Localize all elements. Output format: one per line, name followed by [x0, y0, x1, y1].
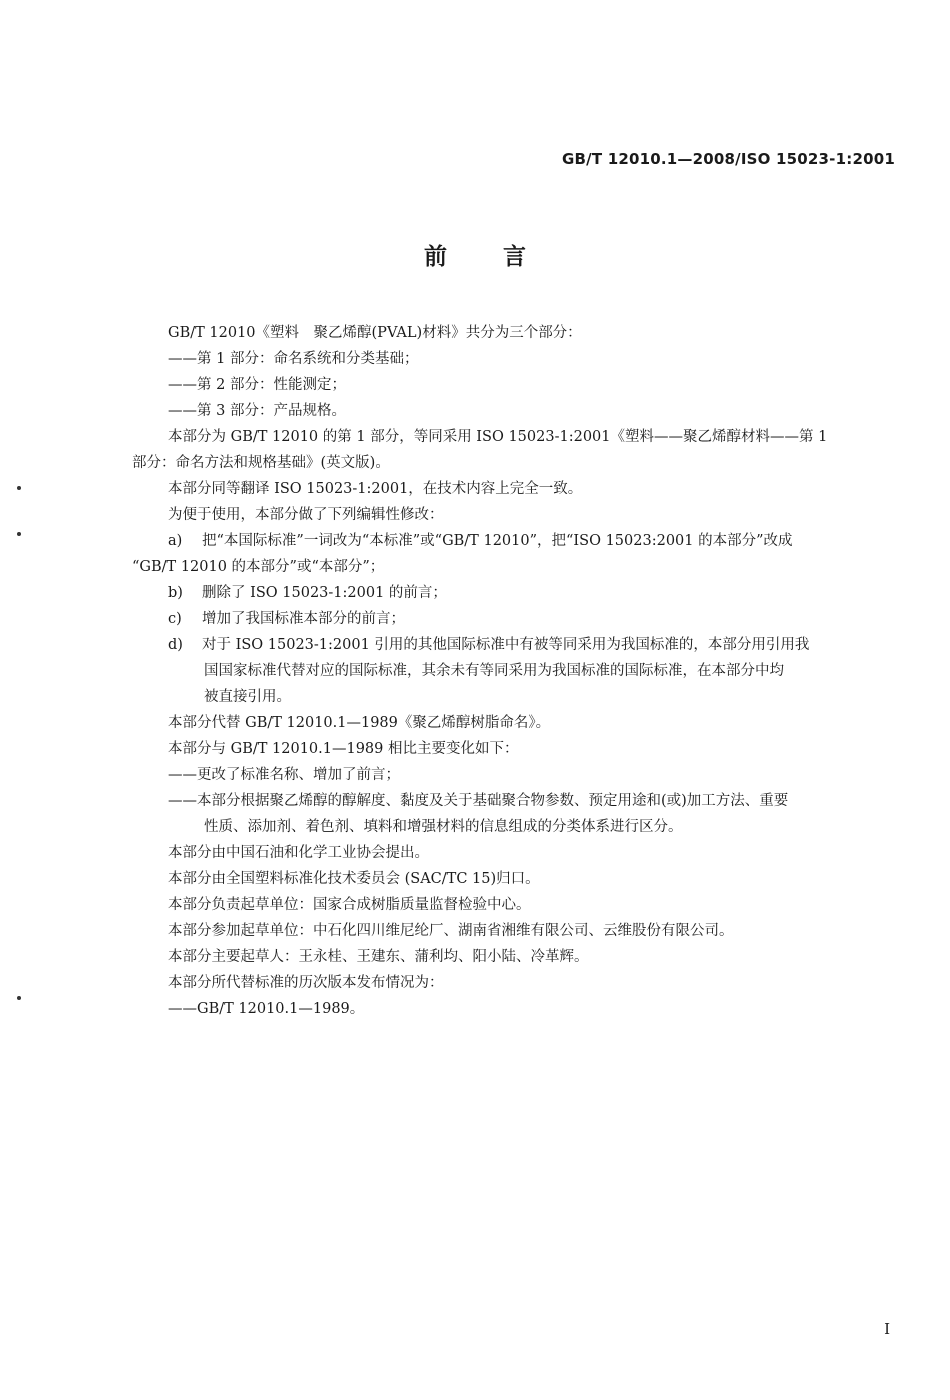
edit-item-d-line2: 国国家标准代替对应的国际标准，其余未有等同采用为我国标准的国际标准，在本部分中均 — [204, 663, 784, 679]
change-item-2-line2: 性质、添加剂、着色剂、填料和增强材料的信息组成的分类体系进行区分。 — [204, 819, 683, 835]
item-marker: d) — [168, 637, 183, 653]
edit-item-d-line3: 被直接引用。 — [204, 689, 291, 705]
paragraph-main-drafters: 本部分主要起草人：王永桂、王建东、蒲利均、阳小陆、冷革辉。 — [168, 949, 589, 965]
change-item-1: ——更改了标准名称、增加了前言； — [168, 767, 400, 783]
paragraph-translation: 本部分同等翻译 ISO 15023-1:2001，在技术内容上完全一致。 — [168, 481, 583, 497]
paragraph-intro: GB/T 12010《塑料 聚乙烯醇(PVAL)材料》共分为三个部分： — [168, 325, 582, 341]
paragraph-lead-drafter: 本部分负责起草单位：国家合成树脂质量监督检验中心。 — [168, 897, 531, 913]
standard-code-header: GB/T 12010.1—2008/ISO 15023-1:2001 — [562, 150, 895, 168]
paragraph-adoption-line2: 部分：命名方法和规格基础》(英文版)。 — [132, 455, 390, 471]
paragraph-participating-drafters: 本部分参加起草单位：中石化四川维尼纶厂、湖南省湘维有限公司、云维股份有限公司。 — [168, 923, 734, 939]
page-title: 前言 — [424, 244, 582, 270]
item-text: 增加了我国标准本部分的前言； — [202, 611, 405, 627]
list-item-part2: ——第 2 部分：性能测定； — [168, 377, 346, 393]
paragraph-adoption-line1: 本部分为 GB/T 12010 的第 1 部分，等同采用 ISO 15023-1:2001《塑料——聚乙烯醇材料——第 1 — [168, 429, 828, 445]
document-body — [132, 320, 898, 1022]
edit-item-a-line2: “GB/T 12010 的本部分”或“本部分”； — [132, 559, 385, 575]
paragraph-changes-intro: 本部分与 GB/T 12010.1—1989 相比主要变化如下： — [168, 741, 519, 757]
paragraph-proposer: 本部分由中国石油和化学工业协会提出。 — [168, 845, 429, 861]
scan-speck — [17, 486, 21, 490]
change-item-2-line1: ——本部分根据聚乙烯醇的醇解度、黏度及关于基础聚合物参数、预定用途和(或)加工方法、重要 — [168, 793, 789, 809]
item-marker: a) — [168, 533, 183, 549]
list-item-part1: ——第 1 部分：命名系统和分类基础； — [168, 351, 419, 367]
page-number: I — [884, 1320, 890, 1338]
paragraph-committee: 本部分由全国塑料标准化技术委员会 (SAC/TC 15)归口。 — [168, 871, 540, 887]
list-item-part3: ——第 3 部分：产品规格。 — [168, 403, 346, 419]
item-marker: c) — [168, 611, 182, 627]
edit-item-a — [132, 528, 898, 554]
item-text: 删除了 ISO 15023-1:2001 的前言； — [202, 585, 447, 601]
edit-item-c — [132, 606, 898, 632]
item-marker: b) — [168, 585, 183, 601]
paragraph-history-intro: 本部分所代替标准的历次版本发布情况为： — [168, 975, 444, 991]
item-text: 对于 ISO 15023-1:2001 引用的其他国际标准中有被等同采用为我国标准的，本部分用引用我 — [202, 637, 810, 653]
history-item: ——GB/T 12010.1—1989。 — [168, 1001, 365, 1017]
edit-item-b — [132, 580, 898, 606]
edit-item-d — [132, 632, 898, 658]
item-text: 把“本国际标准”一词改为“本标准”或“GB/T 12010”，把“ISO 15023:2001 的本部分”改成 — [202, 533, 793, 549]
scan-speck — [17, 996, 21, 1000]
scan-speck — [17, 532, 21, 536]
paragraph-replaces: 本部分代替 GB/T 12010.1—1989《聚乙烯醇树脂命名》。 — [168, 715, 551, 731]
paragraph-edits-intro: 为便于使用，本部分做了下列编辑性修改： — [168, 507, 444, 523]
